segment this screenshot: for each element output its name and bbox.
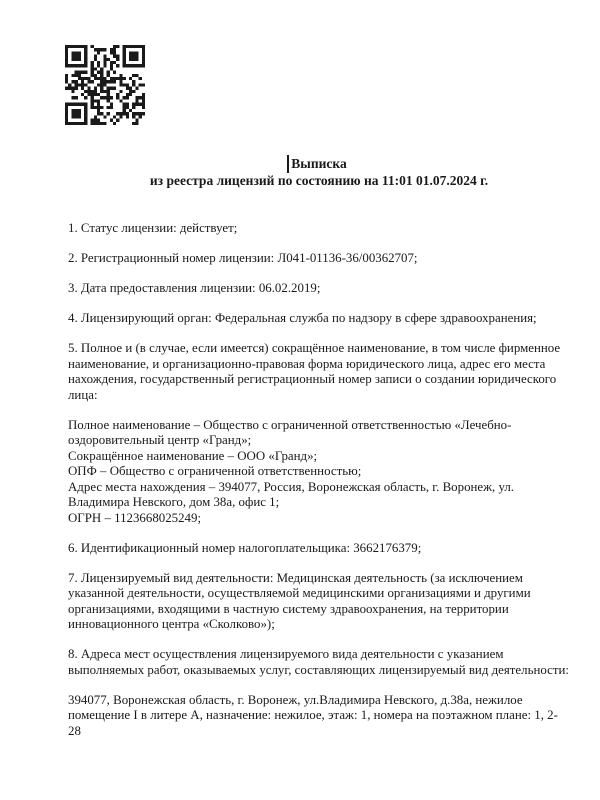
qr-code-icon: [65, 45, 145, 125]
paragraph: [68, 418, 569, 527]
paragraph-line: Полное наименование – Общество с ограниченной ответственностью «Лечебно-оздоровительный центр «Гранд»;: [68, 417, 512, 447]
paragraph-line: 5. Полное и (в случае, если имеется) сокращённое наименование, в том числе фирменное наименование, и организационно-правовая форма юридического лица, адрес его места нахождения, государственный регистрационный номер записи о создании юридического лица:: [68, 341, 561, 402]
paragraph-line: ОГРН – 1123668025249;: [68, 510, 202, 525]
paragraph: [68, 571, 569, 633]
paragraph: [68, 647, 569, 678]
paragraph-line: 8. Адреса мест осуществления лицензируемого вида деятельности с указанием выполняемых работ, оказываемых услуг, составляющих лицензируемый вид деятельности:: [68, 647, 569, 677]
paragraph-line: ОПФ – Общество с ограниченной ответственностью;: [68, 464, 362, 478]
paragraph-line: 3. Дата предоставления лицензии: 06.02.2019;: [68, 281, 321, 295]
paragraph: [68, 693, 569, 740]
paragraph-line: Адрес места нахождения – 394077, Россия, Воронежская область, г. Воронеж, ул. Владимира Невского, дом 38а, офис 1;: [68, 479, 515, 509]
paragraph: [68, 311, 569, 327]
document-title: [68, 156, 570, 189]
title-line-1: Выписка: [291, 156, 347, 171]
paragraph: [68, 341, 569, 403]
paragraph: [68, 251, 569, 267]
document-body: [68, 221, 569, 754]
paragraph: [68, 281, 569, 297]
title-line-2: из реестра лицензий по состоянию на 11:01 01.07.2024 г.: [149, 172, 489, 188]
paragraph-line: 7. Лицензируемый вид деятельности: Медицинская деятельность (за исключением указанной деятельности, осуществляемой медицинскими организациями и другими организациями, входящими в частную систему здравоохранения, на территории инновационного центра «Сколково»);: [68, 570, 531, 631]
paragraph-line: Сокращённое наименование – ООО «Гранд»;: [68, 448, 318, 463]
paragraph: [68, 221, 569, 237]
paragraph-line: 4. Лицензирующий орган: Федеральная служба по надзору в сфере здравоохранения;: [68, 311, 537, 325]
paragraph-line: 1. Статус лицензии: действует;: [68, 221, 238, 235]
paragraph-line: 6. Идентификационный номер налогоплательщика: 3662176379;: [68, 540, 422, 555]
paragraph-line: 394077, Воронежская область, г. Воронеж, ул.Владимира Невского, д.38а, нежилое помещение I в литере А, назначение: нежилое, этаж: 1, номера на поэтажном плане: 1, 2-28: [68, 692, 558, 738]
paragraph: [68, 541, 569, 557]
paragraph-line: 2. Регистрационный номер лицензии: Л041-01136-36/00362707;: [68, 251, 418, 265]
